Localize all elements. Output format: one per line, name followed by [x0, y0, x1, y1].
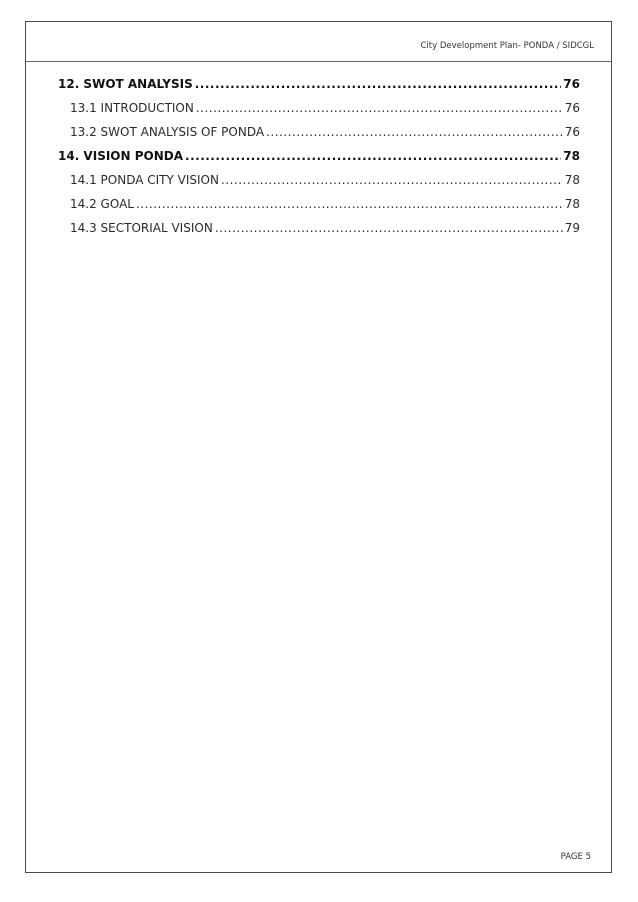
- toc-dot-leader: [215, 216, 563, 240]
- toc-entry-label: 14. VISION PONDA: [58, 149, 184, 163]
- toc-entry-label: 13.2 SWOT ANALYSIS OF PONDA: [70, 125, 265, 139]
- toc-dot-leader: [266, 120, 563, 144]
- toc-dot-leader: [185, 144, 561, 168]
- toc-entry-label: 14.3 SECTORIAL VISION: [70, 221, 213, 235]
- header-divider: [26, 61, 611, 62]
- running-header: City Development Plan- PONDA / SIDCGL: [420, 41, 594, 51]
- toc-entry-ponda-city-vision[interactable]: [58, 168, 580, 192]
- toc-entry-swot-analysis-of-ponda[interactable]: [58, 120, 580, 144]
- toc-dot-leader: [136, 192, 563, 216]
- table-of-contents: [58, 72, 580, 240]
- toc-page-number: 76: [564, 101, 580, 115]
- toc-entry-goal[interactable]: [58, 192, 580, 216]
- toc-entry-label: 13.1 INTRODUCTION: [70, 101, 194, 115]
- toc-dot-leader: [221, 168, 563, 192]
- toc-page-number: 78: [564, 173, 580, 187]
- toc-entry-label: 14.2 GOAL: [70, 197, 134, 211]
- toc-page-number: 79: [564, 221, 580, 235]
- toc-entry-label: 14.1 PONDA CITY VISION: [70, 173, 219, 187]
- toc-page-number: 76: [563, 77, 580, 91]
- toc-entry-vision-ponda[interactable]: [58, 144, 580, 168]
- toc-entry-swot-analysis[interactable]: [58, 72, 580, 96]
- toc-entry-sectorial-vision[interactable]: [58, 216, 580, 240]
- toc-entry-introduction[interactable]: [58, 96, 580, 120]
- toc-page-number: 78: [563, 149, 580, 163]
- toc-page-number: 78: [564, 197, 580, 211]
- toc-dot-leader: [195, 72, 562, 96]
- toc-dot-leader: [196, 96, 563, 120]
- page-number-footer: PAGE 5: [560, 852, 591, 862]
- toc-entry-label: 12. SWOT ANALYSIS: [58, 77, 193, 91]
- toc-page-number: 76: [564, 125, 580, 139]
